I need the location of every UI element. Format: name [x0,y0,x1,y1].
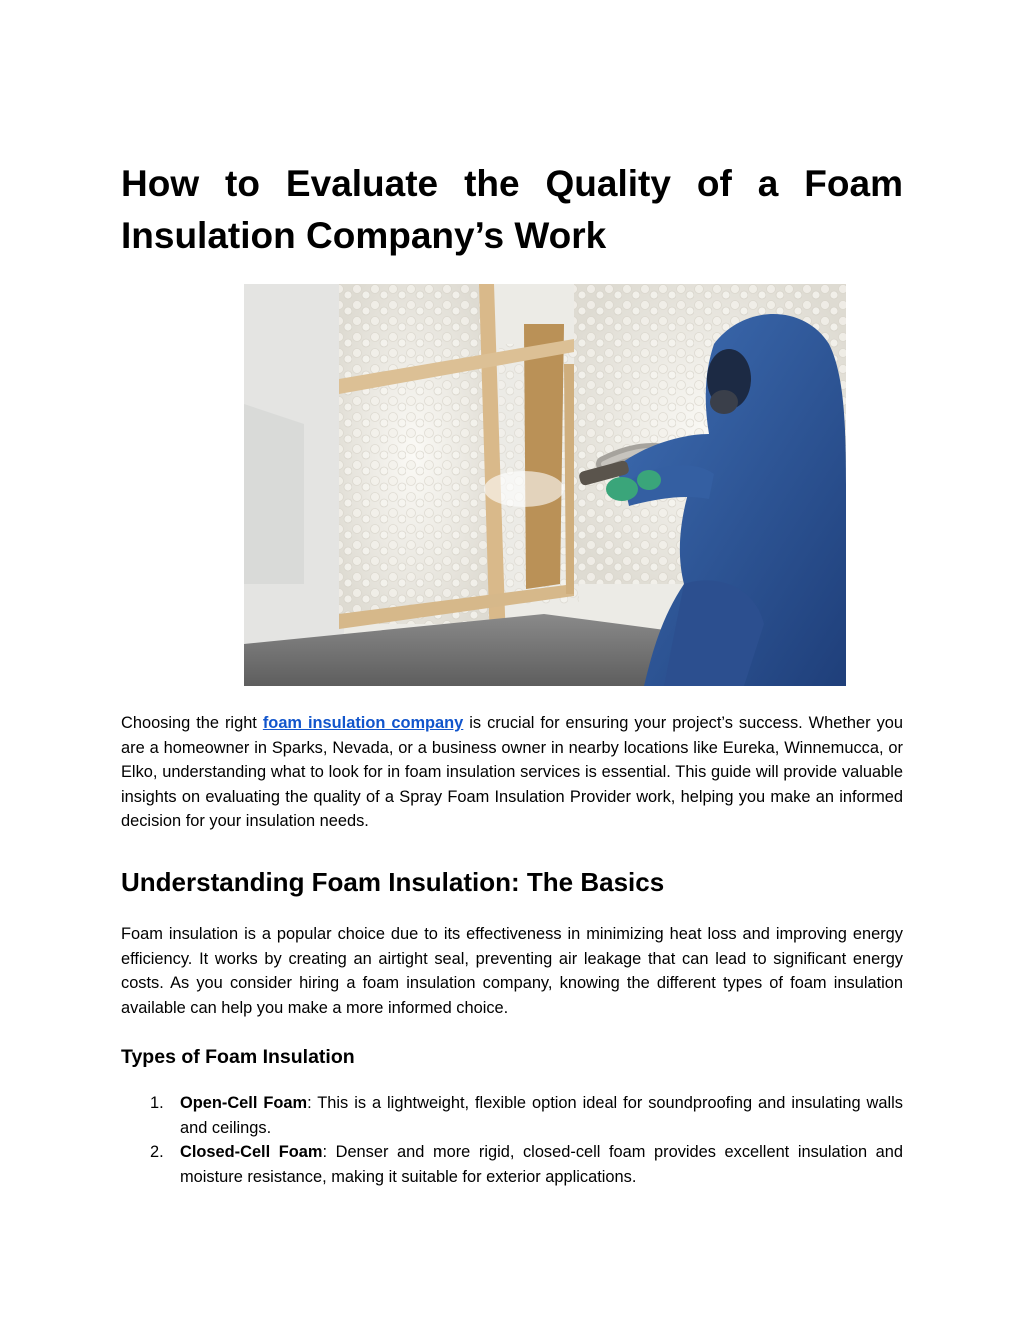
intro-text-start: Choosing the right [121,714,263,732]
section-heading-types: Types of Foam Insulation [121,1046,355,1068]
intro-paragraph [121,711,903,834]
intro-text-end: is crucial for ensuring your project’s success. Whether you are a homeowner in Sparks, Nevada, or a business owner in nearby locations like Eureka, Winnemucca, or Elko, understanding what to look for in foam insulation services is essential. This guide will provide valuable insights on evaluating the quality of a Spray Foam Insulation Provider work, helping you make an informed decision for your insulation needs. [121,714,903,830]
list-item-term: Closed-Cell Foam [180,1143,323,1161]
hero-photo-spray-foam-worker [244,284,846,686]
foam-insulation-company-link[interactable]: foam insulation company [262,714,464,732]
list-item-description: : This is a lightweight, flexible option ideal for soundproofing and insulating walls and ceilings. [180,1094,903,1137]
basics-paragraph: Foam insulation is a popular choice due to its effectiveness in minimizing heat loss and improving energy efficiency. It works by creating an airtight seal, preventing air leakage that can lead to significant energy costs. As you consider hiring a foam insulation company, knowing the different types of foam insulation available can help you make a more informed choice. [121,925,903,1017]
document-title: How to Evaluate the Quality of a Foam Insulation Company’s Work [121,163,903,256]
list-item-description: : Denser and more rigid, closed-cell foam provides excellent insulation and moisture resistance, making it suitable for exterior applications. [180,1143,903,1186]
list-item [121,1091,903,1140]
list-item-number: 2. [150,1143,164,1161]
section-heading-basics: Understanding Foam Insulation: The Basics [121,867,665,897]
list-item-term: Open-Cell Foam [180,1094,308,1112]
foam-types-list [121,1091,903,1189]
list-item [121,1140,903,1189]
list-item-number: 1. [150,1094,164,1112]
